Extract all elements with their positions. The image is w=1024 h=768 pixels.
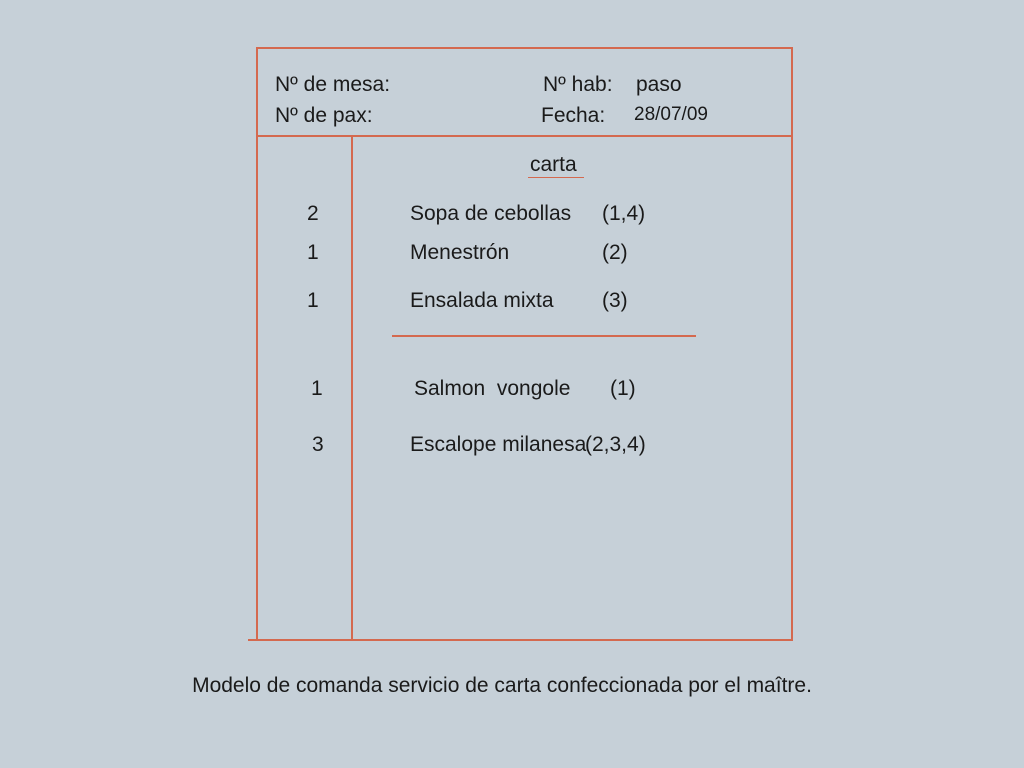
ticket-top-border [256,47,793,49]
order-dish: Ensalada mixta [410,289,554,312]
order-seats: (3) [602,289,628,312]
ticket-bottom-border [248,639,793,641]
order-qty: 1 [307,289,319,312]
order-seats: (1) [610,377,636,400]
section-title: carta [530,153,577,176]
fecha-label: Fecha: [541,104,606,127]
quantity-column-divider [351,135,353,640]
section-title-underline [528,177,584,178]
pax-label: Nº de pax: [275,104,373,127]
order-dish: Salmon vongole [414,377,571,400]
order-qty: 1 [311,377,323,400]
hab-value: paso [636,73,682,96]
hab-label: Nº hab: [543,73,613,96]
order-qty: 2 [307,202,319,225]
order-dish: Menestrón [410,241,510,264]
order-dish: Escalope milanesa [410,433,587,456]
order-dish: Sopa de cebollas [410,202,572,225]
fecha-value: 28/07/09 [634,104,708,125]
order-seats: (2,3,4) [585,433,646,456]
figure-caption: Modelo de comanda servicio de carta confeccionada por el maître. [192,674,812,697]
header-divider [256,135,793,137]
order-qty: 1 [307,241,319,264]
order-seats: (2) [602,241,628,264]
course-separator-line [392,335,696,337]
mesa-label: Nº de mesa: [275,73,391,96]
order-qty: 3 [312,433,324,456]
order-seats: (1,4) [602,202,646,225]
